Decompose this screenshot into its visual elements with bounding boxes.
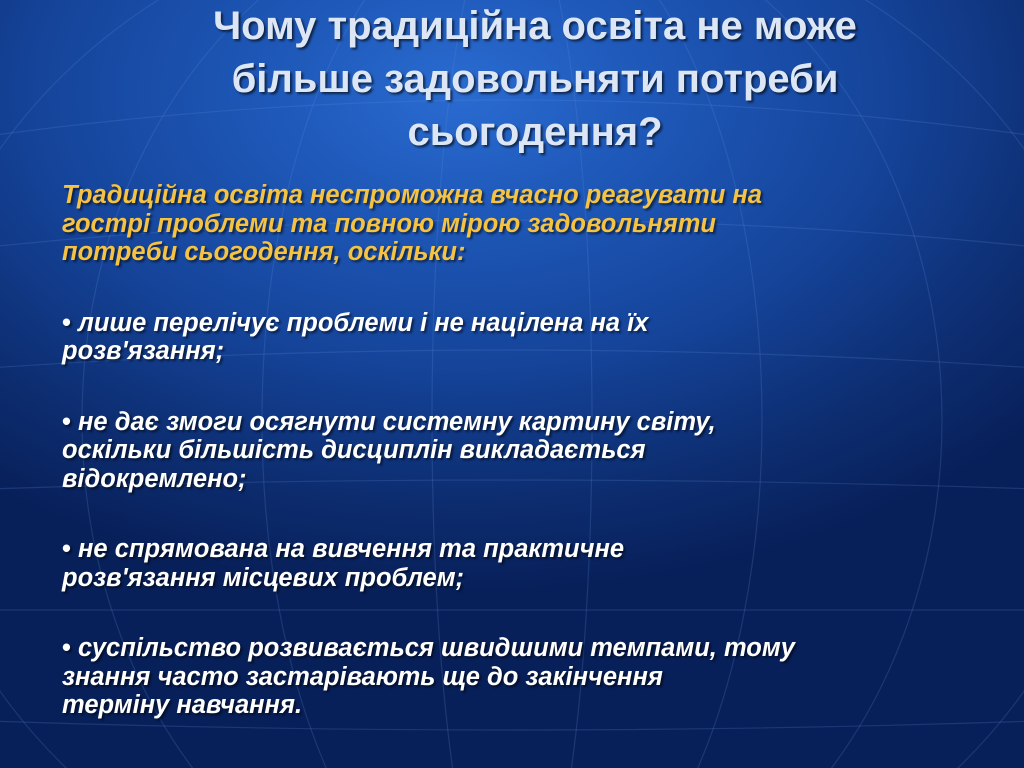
bullet-line: знання часто застарівають ще до закінчення (62, 662, 663, 691)
bullet-marker: • (62, 308, 71, 337)
bullet-first-line (62, 634, 982, 663)
intro-line: потреби сьогодення, оскільки: (62, 238, 466, 266)
bullet-line: оскільки більшість дисциплін викладається (62, 436, 646, 464)
intro-line: Традиційна освіта неспроможна вчасно реагувати на (62, 181, 763, 209)
slide-title-line: сьогодення? (407, 110, 663, 154)
slide-title (120, 0, 950, 159)
bullet-item (62, 535, 982, 592)
bullet-item (62, 408, 982, 494)
bullet-line: розв'язання; (62, 337, 225, 365)
bullet-line: розв'язання місцевих проблем; (62, 563, 465, 592)
slide-title-line: Чому традиційна освіта не може (213, 4, 857, 48)
slide-body (62, 181, 982, 720)
bullet-marker: • (62, 535, 71, 563)
bullet-marker: • (62, 634, 71, 662)
bullet-first-line (62, 407, 982, 437)
intro-paragraph (62, 181, 982, 267)
bullet-first-line (62, 308, 982, 338)
bullet-marker: • (62, 407, 71, 436)
bullet-item (62, 309, 982, 366)
bullet-item (62, 634, 982, 720)
intro-line: гострі проблеми та повною мірою задовольняти (62, 209, 716, 238)
bullet-text: суспільство розвивається швидшими темпами, тому (78, 634, 795, 662)
bullet-text: лише перелічує проблеми і не націлена на їх (78, 308, 649, 337)
bullet-line: терміну навчання. (62, 691, 303, 719)
bullet-first-line (62, 535, 982, 564)
slide-title-line: більше задовольняти потреби (231, 57, 839, 101)
bullet-text: не дає змоги осягнути системну картину світу, (78, 407, 716, 436)
bullet-text: не спрямована на вивчення та практичне (78, 535, 625, 563)
bullet-line: відокремлено; (62, 464, 247, 493)
